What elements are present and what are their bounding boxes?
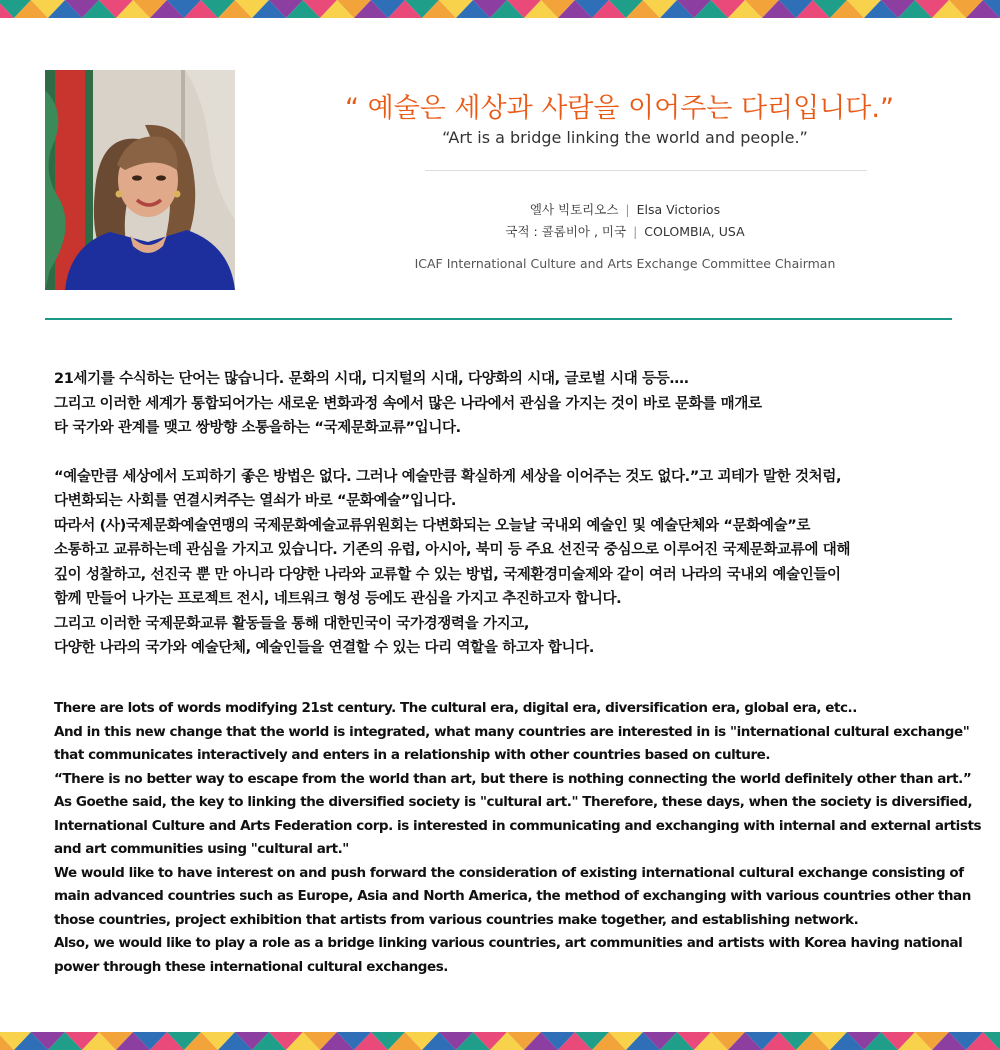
- body-english-line: There are lots of words modifying 21st century. The cultural era, digital era, diversification era, global era, etc..: [54, 700, 857, 716]
- body-korean-line: 따라서 (사)국제문화예술연맹의 국제문화예술교류위원회는 다변화되는 오늘날 국내외 예술인 및 예술단체와 “문화예술”로: [54, 517, 811, 534]
- nationality-row: [315, 221, 935, 243]
- portrait-image: [45, 70, 235, 290]
- author-name-english: Elsa Victorios: [636, 202, 721, 217]
- bottom-band-pattern: [0, 1032, 1000, 1050]
- body-english-line: We would like to have interest on and push forward the consideration of existing international cultural exchange consisting of: [54, 864, 964, 881]
- quote-korean: “ 예술은 세상과 사람을 이어주는 다리입니다.”: [345, 93, 894, 124]
- body-english-line: Also, we would like to play a role as a bridge linking various countries, art communities and artists with Korea having national: [54, 935, 963, 951]
- top-band-pattern: [0, 0, 1000, 18]
- body-english-line: and art communities using "cultural art.": [54, 841, 349, 857]
- body-english-line: International Culture and Arts Federation corp. is interested in communicating and exchanging with internal and external artists: [54, 817, 982, 834]
- header-divider: [425, 170, 867, 171]
- author-name-row: [315, 199, 935, 221]
- body-english-line: main advanced countries such as Europe, Asia and North America, the method of exchanging with various countries other than: [54, 888, 971, 904]
- body-english-line: power through these international cultural exchanges.: [54, 958, 448, 975]
- body-english-line: that communicates interactively and enters in a relationship with other countries based on culture.: [54, 747, 771, 763]
- section-divider: [45, 318, 952, 320]
- body-korean: [54, 367, 954, 661]
- body-korean-line: 21세기를 수식하는 단어는 많습니다. 문화의 시대, 디지털의 시대, 다양화의 시대, 글로벌 시대 등등….: [54, 371, 689, 387]
- body-korean-line: 그리고 이러한 국제문화교류 활동들을 통해 대한민국이 국가경쟁력을 가지고,: [54, 615, 530, 632]
- bottom-decorative-band: [0, 1032, 1000, 1050]
- separator: |: [633, 224, 638, 239]
- author-name-korean: 엘사 빅토리오스: [529, 202, 619, 217]
- body-english-line: those countries, project exhibition that artists from various countries make together, and establishing network.: [54, 911, 859, 928]
- body-korean-line: 다양한 나라의 국가와 예술단체, 예술인들을 연결할 수 있는 다리 역할을 하고자 합니다.: [54, 640, 594, 656]
- body-korean-line: 다변화되는 사회를 연결시켜주는 열쇠가 바로 “문화예술”입니다.: [54, 493, 457, 509]
- body-korean-line: 깊이 성찰하고, 선진국 뿐 만 아니라 다양한 나라와 교류할 수 있는 방법, 국제환경미술제와 같이 여러 나라의 국내외 예술인들이: [54, 566, 841, 583]
- author-role-wrap: [345, 256, 965, 271]
- body-korean-line: 그리고 이러한 세계가 통합되어가는 새로운 변화과정 속에서 많은 나라에서 관심을 가지는 것이 바로 문화를 매개로: [54, 395, 762, 412]
- body-english-line: And in this new change that the world is integrated, what many countries are interested in is "international cultural exchange": [54, 723, 970, 740]
- body-korean-line: 타 국가와 관계를 맺고 쌍방향 소통을하는 “국제문화교류”입니다.: [54, 420, 461, 436]
- author-info: [345, 199, 965, 243]
- body-english: [54, 697, 982, 979]
- author-role: ICAF International Culture and Arts Exchange Committee Chairman: [414, 256, 836, 271]
- body-korean-line: 함께 만들어 나가는 프로젝트 전시, 네트워크 형성 등에도 관심을 가지고 추진하고자 합니다.: [54, 591, 622, 607]
- portrait-photo: [45, 70, 235, 290]
- nationality-korean: 국적 : 콜롬비아 , 미국: [505, 224, 627, 239]
- body-korean-line: “예술만큼 세상에서 도피하기 좋은 방법은 없다. 그러나 예술만큼 확실하게 세상을 이어주는 것도 없다.”고 괴테가 말한 것처럼,: [54, 468, 842, 485]
- body-korean-line: 소통하고 교류하는데 관심을 가지고 있습니다. 기존의 유럽, 아시아, 북미 등 주요 선진국 중심으로 이루어진 국제문화교류에 대해: [54, 542, 851, 558]
- body-english-line: “There is no better way to escape from the world than art, but there is nothing connecting the world definitely other than art.”: [54, 770, 972, 787]
- paragraph-gap: [54, 441, 954, 465]
- nationality-english: COLOMBIA, USA: [644, 224, 745, 239]
- separator: |: [625, 202, 630, 217]
- top-decorative-band: [0, 0, 1000, 18]
- body-english-line: As Goethe said, the key to linking the diversified society is "cultural art." Therefore, these days, when the society is diversified,: [54, 794, 973, 810]
- quote-english: “Art is a bridge linking the world and people.”: [442, 128, 808, 147]
- quote-english-wrap: [345, 128, 965, 147]
